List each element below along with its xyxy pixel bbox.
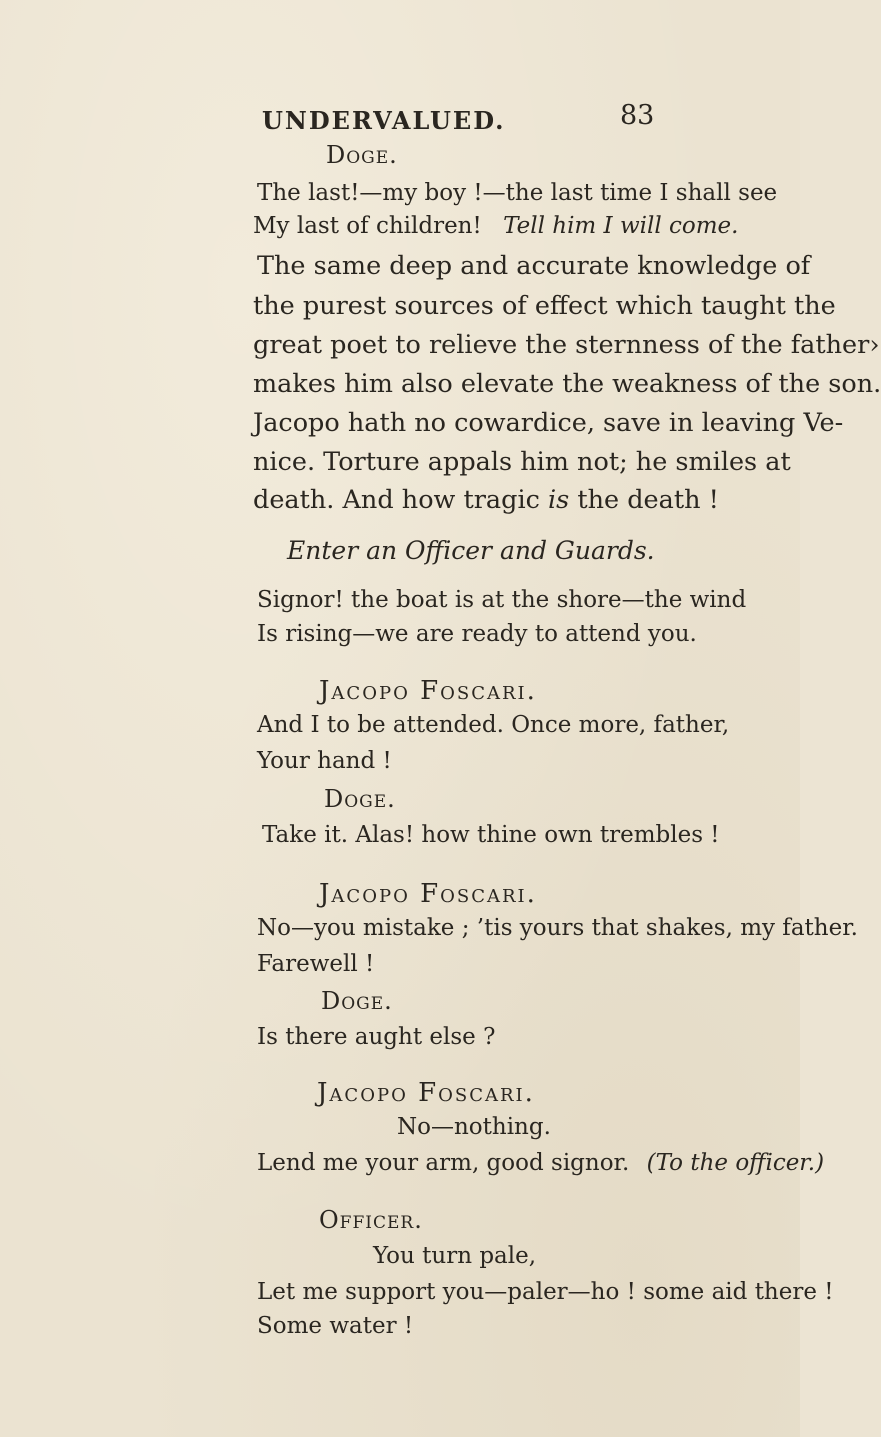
verse-line: And I to be attended. Once more, father, xyxy=(257,712,730,738)
verse-line: No—nothing. xyxy=(397,1114,551,1140)
verse-line: Your hand ! xyxy=(257,748,392,774)
speaker-jacopo: Jacopo Foscari. xyxy=(319,879,537,909)
verse-line: Take it. Alas! how thine own trembles ! xyxy=(262,822,720,848)
verse-line: Signor! the boat is at the shore—the wind xyxy=(257,587,747,613)
emphasis-text: is xyxy=(547,485,570,515)
verse-text: Lend me your arm, good signor. xyxy=(257,1150,630,1176)
prose-text: the death ! xyxy=(577,485,719,515)
prose-text: death. And how tragic xyxy=(253,485,540,515)
prose-line: nice. Torture appals him not; he smiles at xyxy=(253,447,791,477)
speaker-doge: Doge. xyxy=(326,141,398,169)
stage-aside: (To the officer.) xyxy=(646,1150,825,1176)
verse-line xyxy=(253,213,738,239)
verse-line xyxy=(257,1150,824,1176)
speaker-jacopo: Jacopo Foscari. xyxy=(319,676,537,706)
speaker-doge: Doge. xyxy=(321,987,393,1015)
running-header: UNDERVALUED. xyxy=(262,106,506,135)
speaker-doge: Doge. xyxy=(324,785,396,813)
verse-line: Is there aught else ? xyxy=(257,1024,496,1050)
prose-line: The same deep and accurate knowledge of xyxy=(257,251,811,281)
stage-direction: Enter an Officer and Guards. xyxy=(287,536,655,565)
speaker-officer: Officer. xyxy=(319,1206,423,1234)
verse-line: Some water ! xyxy=(257,1313,414,1339)
prose-line: makes him also elevate the weakness of the son. xyxy=(253,369,881,399)
prose-line: the purest sources of effect which taught the xyxy=(253,291,836,321)
verse-line: Let me support you—paler—ho ! some aid there ! xyxy=(257,1279,834,1305)
speaker-jacopo: Jacopo Foscari. xyxy=(317,1078,535,1108)
verse-line: Farewell ! xyxy=(257,951,375,977)
verse-line: Is rising—we are ready to attend you. xyxy=(257,621,697,647)
verse-line: You turn pale, xyxy=(373,1243,537,1269)
page-number: 83 xyxy=(620,100,655,131)
verse-line: No—you mistake ; ’tis yours that shakes, my father. xyxy=(257,915,858,941)
stage-aside: Tell him I will come. xyxy=(503,213,739,239)
prose-line: great poet to relieve the sternness of the father› xyxy=(253,330,880,360)
verse-text: My last of children! xyxy=(253,213,482,239)
prose-line xyxy=(253,485,719,515)
prose-line: Jacopo hath no cowardice, save in leaving Ve- xyxy=(253,408,844,438)
verse-line: The last!—my boy !—the last time I shall see xyxy=(257,180,778,206)
